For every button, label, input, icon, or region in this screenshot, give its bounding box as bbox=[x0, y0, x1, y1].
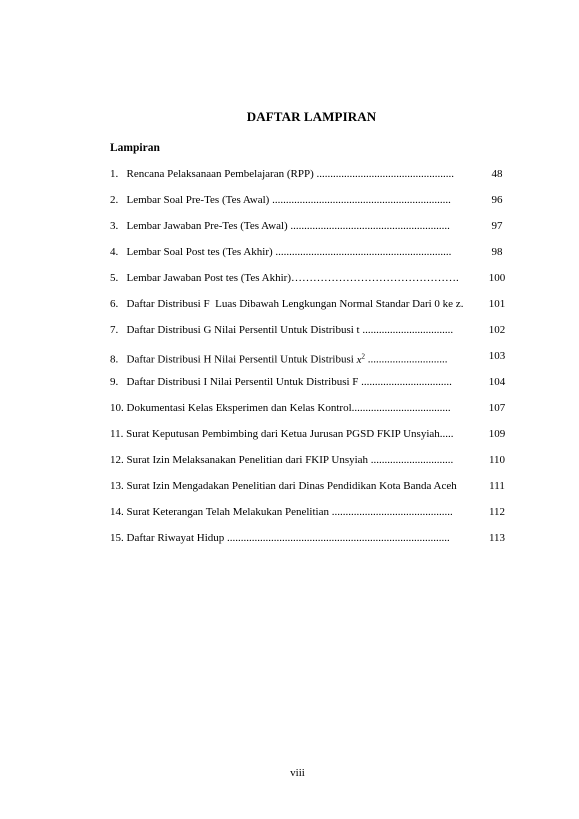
list-item bbox=[110, 246, 512, 272]
list-item bbox=[110, 298, 512, 324]
list-item bbox=[110, 350, 512, 376]
list-item-page: 96 bbox=[491, 194, 503, 206]
list-item-label-prefix: 8. Daftar Distribusi H Nilai Persentil Untuk Distribusi bbox=[110, 353, 357, 366]
list-item-label-suffix: ............................. bbox=[364, 353, 448, 366]
list-item-page: 110 bbox=[488, 454, 506, 466]
list-item-page: 102 bbox=[488, 324, 506, 336]
list-item bbox=[110, 428, 512, 454]
list-item-label: 13. Surat Izin Mengadakan Penelitian dari Dinas Pendidikan Kota Banda Aceh bbox=[110, 480, 457, 492]
list-item-page: 103 bbox=[488, 350, 506, 362]
list-item-page: 98 bbox=[491, 246, 503, 258]
list-item bbox=[110, 376, 512, 402]
list-item-page: 101 bbox=[488, 298, 506, 310]
list-item-label: 12. Surat Izin Melaksanakan Penelitian dari FKIP Unsyiah .............................. bbox=[110, 454, 454, 466]
list-item-label: 5. Lembar Jawaban Post tes (Tes Akhir)………………………………………. bbox=[110, 272, 459, 284]
list-item bbox=[110, 532, 512, 558]
list-item bbox=[110, 220, 512, 246]
list-item-page: 104 bbox=[488, 376, 506, 388]
list-item-label: 2. Lembar Soal Pre-Tes (Tes Awal) ................................................................. bbox=[110, 194, 451, 206]
page-number: viii bbox=[290, 767, 305, 779]
list-item-page: 100 bbox=[488, 272, 506, 284]
list-item bbox=[110, 454, 512, 480]
list-item-label: 6. Daftar Distribusi F Luas Dibawah Lengkungan Normal Standar Dari 0 ke z. bbox=[110, 298, 464, 310]
list-item-label: 9. Daftar Distribusi I Nilai Persentil Untuk Distribusi F ................................. bbox=[110, 376, 452, 388]
list-item-label: 3. Lembar Jawaban Pre-Tes (Tes Awal) .......................................................... bbox=[110, 220, 450, 232]
list-item-label: 4. Lembar Soal Post tes (Tes Akhir) ................................................................ bbox=[110, 246, 452, 258]
appendix-list bbox=[110, 168, 512, 558]
list-item-page: 112 bbox=[488, 506, 506, 518]
list-item-page: 97 bbox=[491, 220, 503, 232]
section-subheading: Lampiran bbox=[110, 142, 160, 154]
list-item-label: 11. Surat Keputusan Pembimbing dari Ketua Jurusan PGSD FKIP Unsyiah..... bbox=[110, 428, 454, 440]
list-item-label bbox=[110, 350, 447, 367]
list-item bbox=[110, 506, 512, 532]
list-item bbox=[110, 168, 512, 194]
list-item-label: 1. Rencana Pelaksanaan Pembelajaran (RPP) .................................................. bbox=[110, 168, 454, 180]
list-item bbox=[110, 402, 512, 428]
list-item bbox=[110, 324, 512, 350]
list-item-label: 14. Surat Keterangan Telah Melakukan Penelitian ............................................ bbox=[110, 506, 453, 518]
list-item bbox=[110, 480, 512, 506]
list-item bbox=[110, 194, 512, 220]
list-item-page: 113 bbox=[488, 532, 506, 544]
list-item-page: 111 bbox=[489, 480, 505, 492]
list-item-label: 10. Dokumentasi Kelas Eksperimen dan Kelas Kontrol.................................... bbox=[110, 402, 451, 414]
exponent-2: 2 bbox=[361, 352, 365, 360]
list-item-page: 109 bbox=[488, 428, 506, 440]
list-item-label: 7. Daftar Distribusi G Nilai Persentil Untuk Distribusi t ................................. bbox=[110, 324, 454, 336]
list-item-page: 107 bbox=[488, 402, 506, 414]
variable-x: x bbox=[356, 353, 362, 366]
list-item-page: 48 bbox=[491, 168, 503, 180]
list-item bbox=[110, 272, 512, 298]
list-item-label: 15. Daftar Riwayat Hidup ................................................................................. bbox=[110, 532, 450, 544]
chi-square-symbol bbox=[357, 354, 365, 366]
page-title: DAFTAR LAMPIRAN bbox=[246, 109, 377, 124]
